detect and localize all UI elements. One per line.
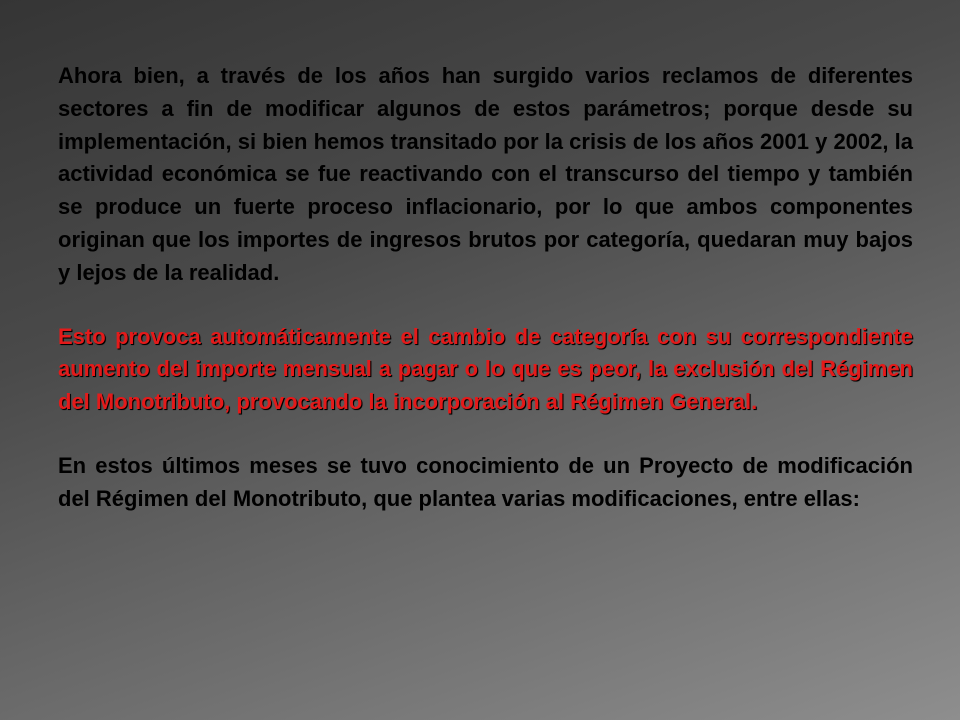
paragraph-spacer bbox=[58, 290, 913, 321]
slide-content bbox=[58, 60, 913, 516]
paragraph-spacer bbox=[58, 419, 913, 450]
paragraph-highlight: Esto provoca automáticamente el cambio de categoría con su correspondiente aumento del importe mensual a pagar o lo que es peor, la exclusión del Régimen del Monotributo, provocando la incorporación al Régimen General. bbox=[58, 323, 913, 415]
paragraph-intro: Ahora bien, a través de los años han surgido varios reclamos de diferentes sectores a fin de modificar algunos de estos parámetros; porque desde su implementación, si bien hemos transitado por la crisis de los años 2001 y 2002, la actividad económica se fue reactivando con el transcurso del tiempo y también se produce un fuerte proceso inflacionario, por lo que ambos componentes originan que los importes de ingresos brutos por categoría, quedaran muy bajos y lejos de la realidad. bbox=[58, 63, 913, 285]
paragraph-project: En estos últimos meses se tuvo conocimiento de un Proyecto de modificación del Régimen del Monotributo, que plantea varias modificaciones, entre ellas: bbox=[58, 452, 913, 511]
